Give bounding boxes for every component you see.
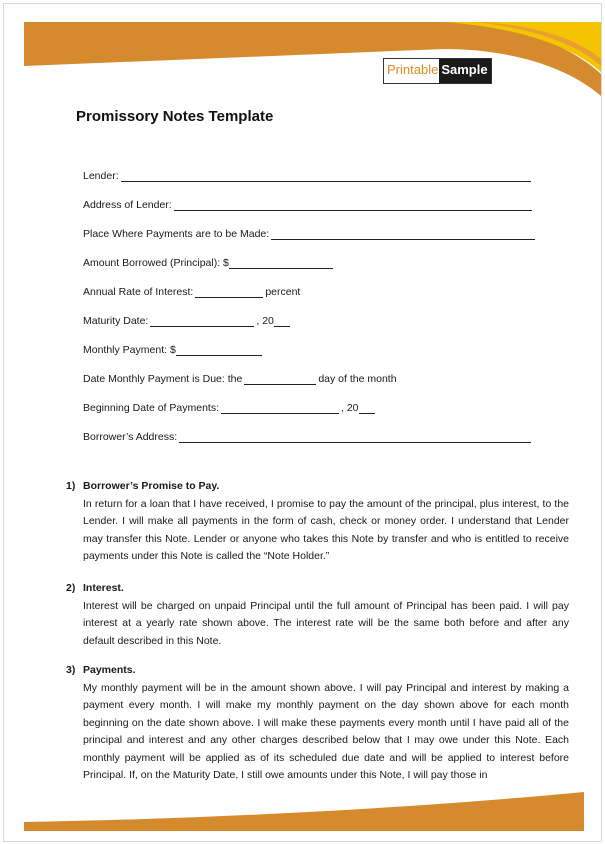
section-heading: Payments.: [83, 664, 136, 676]
section-borrowers-promise: [66, 478, 569, 568]
beginning-year-line: [359, 403, 375, 414]
due-date-line: [244, 374, 316, 385]
monthly-payment-label: Monthly Payment: $: [83, 344, 176, 356]
maturity-year-line: [274, 316, 290, 327]
logo-text-sample: Sample: [439, 59, 490, 83]
address-of-lender-field: [83, 199, 534, 211]
maturity-date-field: [83, 315, 292, 327]
lender-line: [121, 171, 531, 182]
borrower-address-field: [83, 431, 533, 443]
borrower-address-label: Borrower’s Address:: [83, 431, 178, 443]
monthly-payment-field: [83, 344, 264, 356]
section-number: 3): [66, 664, 76, 676]
section-body: My monthly payment will be in the amount shown above. I will pay Principal and interest by making a payment every month. I will make my monthly payment on the day shown above for each month beginning on the date shown above. I will make these payments every month until I have paid all of the principal and interest and any other charges described below that I may owe under this Note. Each monthly payment will be applied as of its scheduled due date and will be applied to interest before Principal. If, on the Maturity Date, I still owe amounts under this Note, I will pay those in: [83, 681, 569, 781]
maturity-date-line: [150, 316, 254, 327]
logo-text-printable: Printable: [384, 59, 439, 83]
section-heading: Interest.: [83, 582, 124, 594]
section-number: 2): [66, 582, 76, 594]
lender-label: Lender:: [83, 170, 119, 182]
address-of-lender-label: Address of Lender:: [83, 199, 172, 211]
place-of-payment-line: [271, 229, 535, 240]
amount-borrowed-field: [83, 257, 335, 269]
place-of-payment-label: Place Where Payments are to be Made:: [83, 228, 270, 240]
section-interest: [66, 580, 569, 652]
due-date-label: Date Monthly Payment is Due: the: [83, 373, 243, 385]
monthly-payment-line: [176, 345, 262, 356]
section-heading: Borrower’s Promise to Pay.: [83, 480, 220, 492]
section-body: In return for a loan that I have received, I promise to pay the amount of the principal, plus interest, to the Lender. I will make all payments in the form of cash, check or money order. I understand that Lender may transfer this Note. Lender or anyone who takes this Note by transfer and who is entitled to receive payments under this Note is called the “Note Holder.”: [83, 497, 569, 562]
document-page: [3, 3, 602, 842]
lender-field: [83, 170, 533, 182]
beginning-date-label: Beginning Date of Payments:: [83, 402, 219, 414]
footer-orange-band: [24, 792, 584, 831]
printable-sample-logo: [383, 58, 492, 84]
annual-rate-line: [195, 287, 263, 298]
beginning-date-line: [221, 403, 339, 414]
beginning-date-field: [83, 402, 377, 414]
header-orange-band: [24, 22, 601, 96]
section-number: 1): [66, 480, 76, 492]
maturity-year-label: , 20: [256, 315, 274, 327]
annual-rate-label: Annual Rate of Interest:: [83, 286, 194, 298]
annual-rate-suffix: percent: [265, 286, 301, 298]
due-date-suffix: day of the month: [318, 373, 397, 385]
annual-rate-field: [83, 286, 300, 298]
place-of-payment-field: [83, 228, 537, 240]
maturity-date-label: Maturity Date:: [83, 315, 149, 327]
address-of-lender-line: [174, 200, 532, 211]
beginning-year-label: , 20: [341, 402, 359, 414]
section-payments: [66, 662, 569, 787]
borrower-address-line: [179, 432, 531, 443]
due-date-field: [83, 373, 397, 385]
amount-borrowed-label: Amount Borrowed (Principal): $: [83, 257, 229, 269]
page-title: Promissory Notes Template: [76, 108, 274, 125]
section-body: Interest will be charged on unpaid Principal until the full amount of Principal has been paid. I will pay interest at a yearly rate shown above. The interest rate will be the same both before and after any default described in this Note.: [83, 599, 569, 647]
amount-borrowed-line: [229, 258, 333, 269]
